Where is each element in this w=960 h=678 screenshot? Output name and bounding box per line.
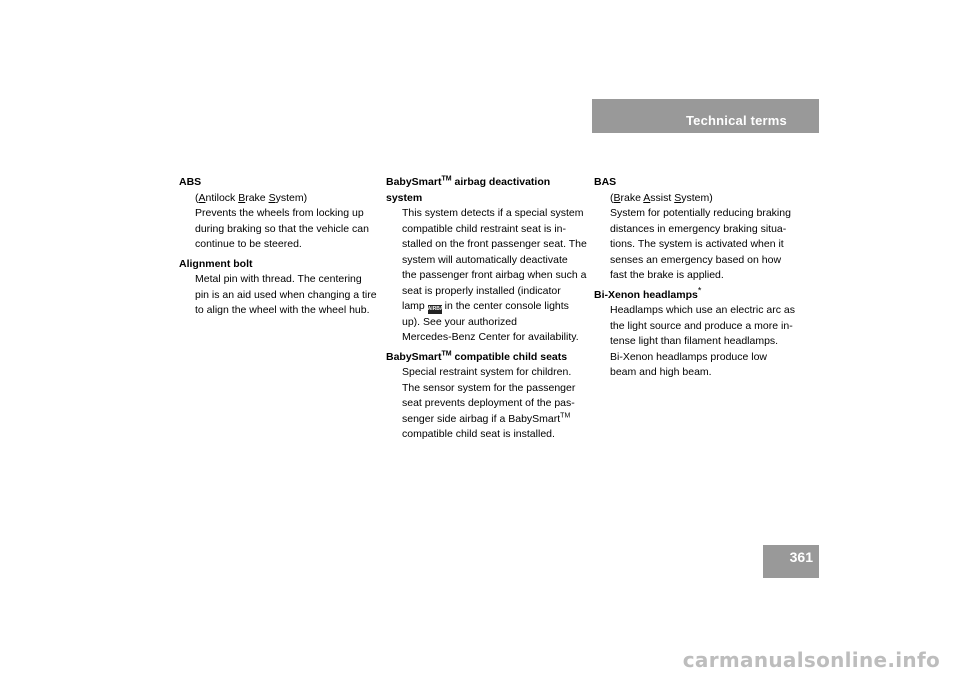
definition-line: senger side airbag if a BabySmart™ — [402, 412, 571, 425]
glossary-column-3 — [594, 175, 794, 385]
definition-alignment-bolt — [179, 272, 375, 319]
definition-line: Mercedes-Benz Center for availability. — [402, 331, 579, 343]
definition-line: stalled on the front passenger seat. The — [402, 238, 587, 250]
abs-expansion: (Antilock Brake System) — [195, 191, 308, 204]
definition-line: lamp AIRBAG in the center console lights — [402, 300, 569, 312]
definition-line: The sensor system for the passenger — [402, 381, 576, 394]
definition-line: beam and high beam. — [610, 366, 712, 378]
page-number-box — [763, 545, 819, 578]
definition-line: compatible child restraint seat is in- — [402, 222, 566, 235]
definition-bi-xenon-headlamps — [594, 303, 794, 381]
definition-line: distances in emergency braking situa- — [610, 222, 787, 235]
section-header — [592, 99, 819, 133]
definition-line: This system detects if a special system — [402, 207, 584, 219]
definition-babysmart-deactivation — [386, 206, 587, 346]
term-bas: BAS — [594, 176, 617, 188]
glossary-column-1 — [179, 175, 375, 323]
definition-line: the light source and produce a more in- — [610, 319, 793, 332]
section-title: Technical terms — [685, 113, 787, 128]
definition-bas — [594, 191, 794, 284]
term-abs: ABS — [179, 176, 202, 188]
definition-line: tions. The system is activated when it — [610, 238, 784, 250]
definition-abs — [179, 191, 375, 253]
definition-line: Metal pin with thread. The centering — [195, 273, 362, 285]
definition-line: Special restraint system for children. — [402, 366, 572, 378]
definition-line: system will automatically deactivate — [402, 253, 568, 266]
definition-line: Bi-Xenon headlamps produce low — [610, 350, 768, 363]
term-babysmart-compatible: BabySmart™ compatible child seats — [386, 350, 568, 363]
definition-line: Headlamps which use an electric arc as — [610, 304, 796, 316]
definition-line: Prevents the wheels from locking up — [195, 207, 364, 219]
definition-line: up). See your authorized — [402, 315, 517, 328]
definition-line: seat is properly installed (indicator — [402, 284, 561, 297]
definition-line: seat prevents deployment of the pas- — [402, 397, 575, 409]
optional-equipment-asterisk: * — [697, 285, 702, 295]
bas-expansion: (Brake Assist System) — [610, 191, 713, 204]
definition-line: senses an emergency based on how — [610, 253, 782, 266]
airbag-off-indicator-icon: AIRBAG — [427, 306, 448, 312]
definition-line: the passenger front airbag when such a — [402, 269, 587, 281]
page-number: 361 — [789, 549, 813, 565]
definition-line: System for potentially reducing braking — [610, 207, 791, 219]
definition-line: pin is an aid used when changing a tire — [195, 288, 377, 301]
definition-line: compatible child seat is installed. — [402, 428, 555, 440]
definition-line: fast the brake is applied. — [610, 269, 724, 281]
definition-line: during braking so that the vehicle can — [195, 222, 369, 235]
definition-babysmart-compatible — [386, 365, 582, 443]
term-bi-xenon-headlamps: Bi-Xenon headlamps* — [594, 285, 702, 301]
term-alignment-bolt: Alignment bolt — [179, 257, 253, 270]
definition-line: to align the wheel with the wheel hub. — [195, 304, 370, 316]
term-babysmart-deactivation: BabySmart™ airbag deactivation system — [386, 175, 551, 204]
definition-line: continue to be steered. — [195, 238, 302, 250]
watermark-text: carmanualsonline.info — [682, 648, 940, 672]
definition-line: tense light than filament headlamps. — [610, 335, 779, 347]
glossary-column-2 — [386, 175, 587, 447]
